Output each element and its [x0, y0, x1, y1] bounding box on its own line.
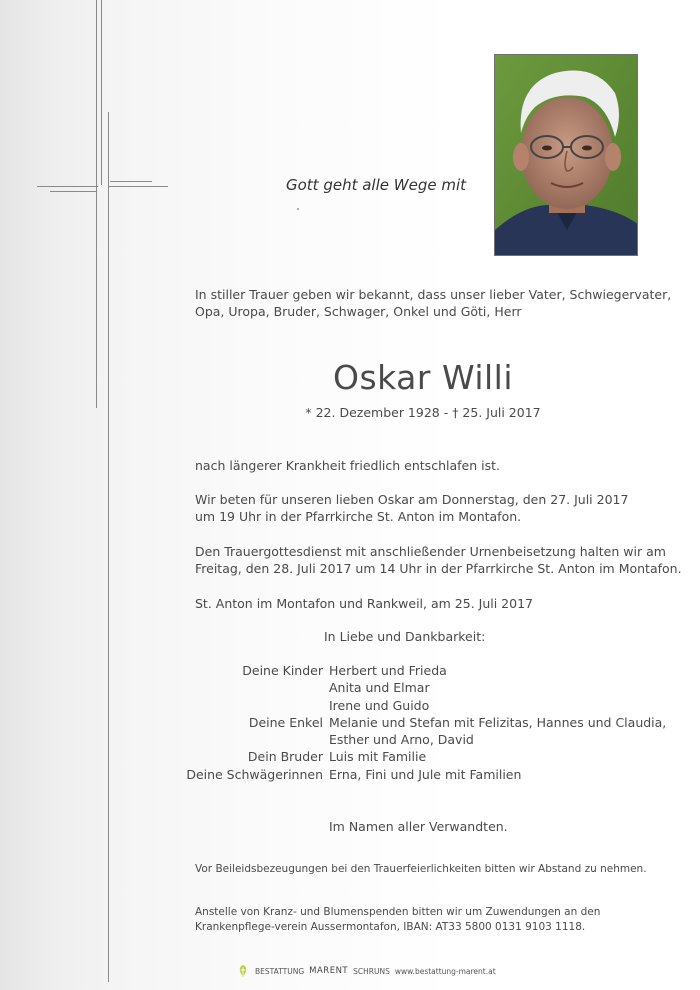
survivor-row — [180, 679, 666, 696]
donation-note-line: Anstelle von Kranz- und Blumenspenden bitten wir um Zuwendungen an den — [195, 906, 601, 918]
survivor-row — [180, 766, 666, 783]
decorative-dot — [297, 208, 299, 210]
intro-line: Opa, Uropa, Bruder, Schwager, Onkel und Göti, Herr — [195, 304, 522, 319]
company-website[interactable]: www.bestattung-marent.at — [394, 966, 496, 976]
survivor-row — [180, 697, 666, 714]
donation-note-line: Krankenpflege-verein Aussermontafon, IBAN: AT33 5800 0131 9103 1118. — [195, 921, 586, 933]
survivor-label: Deine Enkel — [248, 714, 323, 730]
survivor-names: Esther und Arno, David — [329, 732, 474, 748]
leaf-cross-icon — [236, 964, 250, 978]
passing-text: nach längerer Krankheit friedlich entschlafen ist. — [195, 458, 500, 473]
company-prefix: BESTATTUNG — [255, 966, 305, 976]
survivor-names: Anita und Elmar — [329, 680, 430, 696]
deceased-name: Oskar Willi — [332, 358, 514, 397]
survivor-label — [180, 679, 329, 696]
motto: Gott geht alle Wege mit — [286, 176, 466, 194]
survivor-label: Deine Kinder — [242, 663, 323, 678]
prayer-line: Wir beten für unseren lieben Oskar am Donnerstag, den 27. Juli 2017 — [195, 492, 629, 507]
place-date: St. Anton im Montafon und Rankweil, am 25. Juli 2017 — [195, 596, 533, 611]
survivor-label: Dein Bruder — [247, 749, 323, 765]
survivor-names: Luis mit Familie — [329, 749, 427, 765]
funeral-line: Freitag, den 28. Juli 2017 um 14 Uhr in der Pfarrkirche St. Anton im Montafon. — [195, 561, 682, 576]
portrait-photo — [494, 54, 638, 256]
survivor-names: Herbert und Frieda — [329, 663, 447, 678]
survivor-names: Erna, Fini und Jule mit Familien — [329, 766, 522, 782]
survivor-names: Irene und Guido — [329, 697, 430, 713]
prayer-line: um 19 Uhr in der Pfarrkirche St. Anton im Montafon. — [195, 509, 522, 524]
survivors-list — [180, 662, 666, 783]
funeral-home-footer — [236, 964, 496, 978]
survivor-label — [180, 697, 329, 714]
survivor-row — [180, 748, 666, 765]
relatives-text: Im Namen aller Verwandten. — [329, 819, 508, 834]
closing-text: In Liebe und Dankbarkeit: — [324, 629, 486, 644]
condolences-note: Vor Beileidsbezeugungen bei den Trauerfeierlichkeiten bitten wir Abstand zu nehmen. — [195, 863, 647, 875]
survivor-label: Deine Schwägerinnen — [186, 766, 323, 782]
deceased-dates: * 22. Dezember 1928 - † 25. Juli 2017 — [305, 405, 541, 420]
funeral-line: Den Trauergottesdienst mit anschließender Urnenbeisetzung halten wir am — [195, 544, 666, 559]
survivor-label — [180, 731, 329, 748]
survivor-row — [180, 662, 666, 679]
intro-line: In stiller Trauer geben wir bekannt, dass unser lieber Vater, Schwiegervater, — [195, 287, 672, 302]
survivor-row — [180, 731, 666, 748]
survivor-row — [180, 714, 666, 731]
company-city: SCHRUNS — [353, 966, 390, 976]
company-name: MARENT — [309, 966, 349, 976]
survivor-names: Melanie und Stefan mit Felizitas, Hannes und Claudia, — [329, 714, 667, 730]
